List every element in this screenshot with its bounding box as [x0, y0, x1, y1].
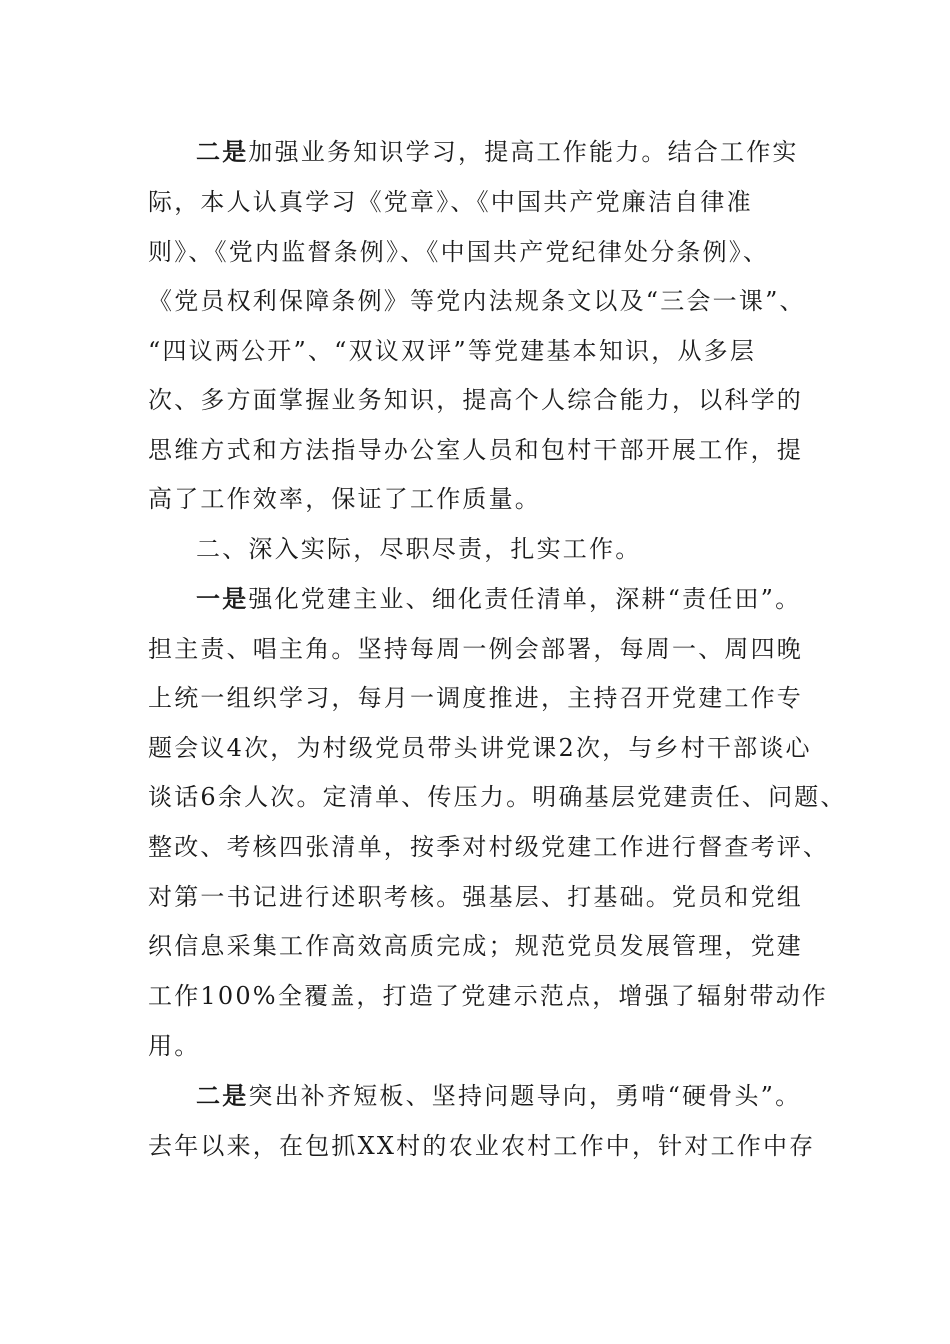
paragraph-lead: 二是 — [196, 137, 249, 166]
paragraph-line: 题会议4次，为村级党员带头讲党课2次，与乡村干部谈心 — [148, 734, 812, 762]
paragraph-line: 上统一组织学习，每月一调度推进，主持召开党建工作专 — [148, 684, 803, 712]
paragraph-line: “四议两公开”、“双议双评”等党建基本知识，从多层 — [148, 337, 757, 365]
paragraph-line — [196, 584, 801, 614]
paragraph-line: 工作100%全覆盖，打造了党建示范点，增强了辐射带动作 — [148, 982, 829, 1010]
paragraph-text: 突出补齐短板、坚持问题导向，勇啃“硬骨头”。 — [248, 1082, 802, 1110]
paragraph-line: 次、多方面掌握业务知识，提高个人综合能力，以科学的 — [148, 386, 803, 414]
paragraph-line: 织信息采集工作高效高质完成；规范党员发展管理，党建 — [148, 932, 803, 960]
paragraph-line: 整改、考核四张清单，按季对村级党建工作进行督查考评、 — [148, 833, 830, 861]
paragraph-line: 《党员权利保障条例》等党内法规条文以及“三会一课”、 — [148, 287, 806, 315]
paragraph-line: 用。 — [148, 1032, 201, 1060]
paragraph-lead: 一是 — [196, 584, 249, 613]
paragraph-text: 强化党建主业、细化责任清单，深耕“责任田”。 — [248, 585, 802, 613]
paragraph-line: 高了工作效率，保证了工作质量。 — [148, 485, 541, 513]
paragraph-line: 担主责、唱主角。坚持每周一例会部署，每周一、周四晚 — [148, 635, 803, 663]
paragraph-line: 谈话6余人次。定清单、传压力。明确基层党建责任、问题、 — [148, 783, 847, 811]
paragraph-line: 际，本人认真学习《党章》、《中国共产党廉洁自律准 — [148, 188, 753, 216]
paragraph-text: 加强业务知识学习，提高工作能力。结合工作实 — [248, 138, 799, 166]
section-heading: 二、深入实际，尽职尽责，扎实工作。 — [196, 535, 642, 563]
paragraph-line — [196, 1081, 801, 1111]
paragraph-lead: 二是 — [196, 1081, 249, 1110]
paragraph-line — [196, 137, 799, 167]
paragraph-line: 去年以来，在包抓XX村的农业农村工作中，针对工作中存 — [148, 1132, 816, 1160]
paragraph-line: 则》、《党内监督条例》、《中国共产党纪律处分条例》、 — [148, 238, 770, 266]
paragraph-line: 思维方式和方法指导办公室人员和包村干部开展工作，提 — [148, 436, 803, 464]
paragraph-line: 对第一书记进行述职考核。强基层、打基础。党员和党组 — [148, 883, 803, 911]
